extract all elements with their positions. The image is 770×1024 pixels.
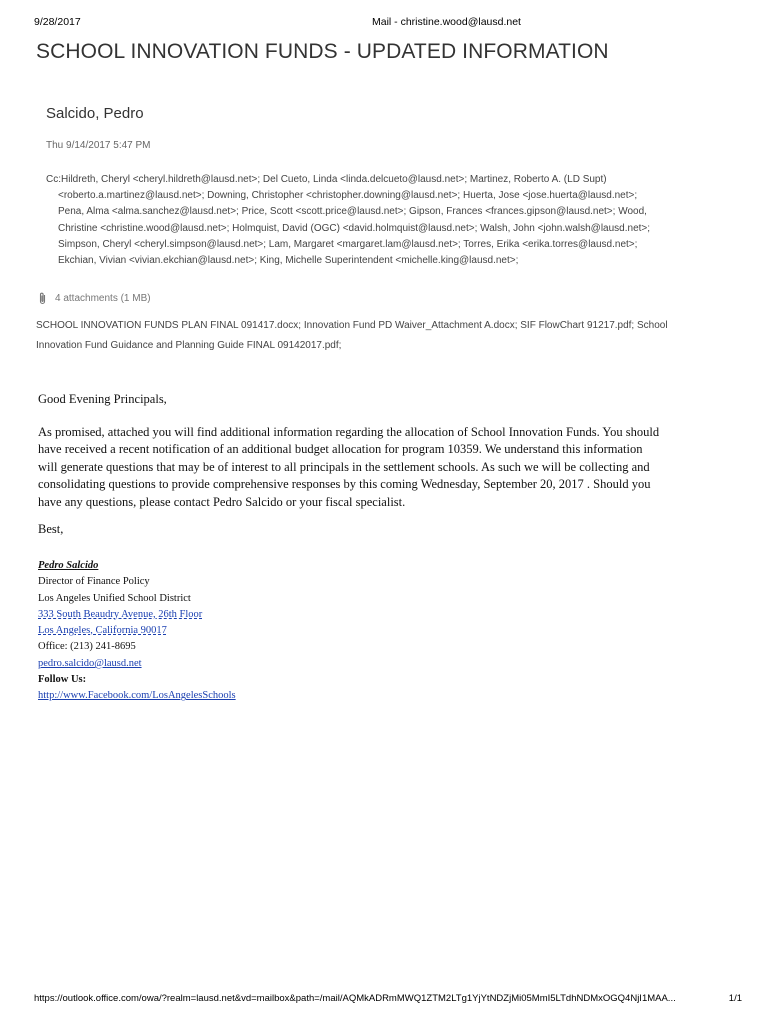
cc-line[interactable]: Pena, Alma <alma.sanchez@lausd.net>; Price, Scott <scott.price@lausd.net>; Gipson, Frances <frances.gipson@lausd.net>; Wood, xyxy=(58,206,647,218)
follow-us-label: Follow Us: xyxy=(38,674,87,686)
footer-url: https://outlook.office.com/owa/?realm=lausd.net&vd=mailbox&path=/mail/AQMkADRmMWQ1ZTM2LTg1YjYtNDZjMi05MmI5LTdhNDMxOGQ4NjI1MAA... xyxy=(34,993,676,1004)
cc-line[interactable]: Christine <christine.wood@lausd.net>; Holmquist, David (OGC) <david.holmquist@lausd.net>; Walsh, John <john.walsh@lausd.net>; xyxy=(58,222,651,234)
address-link-street[interactable]: 333 South Beaudry Avenue, 26th Floor xyxy=(38,608,203,620)
cc-line[interactable]: Cc:Hildreth, Cheryl <cheryl.hildreth@lausd.net>; Del Cueto, Linda <linda.delcueto@lausd.net>; Martinez, Roberto A. (LD Supt) xyxy=(46,174,607,185)
message-body xyxy=(38,424,738,511)
signature-organization: Los Angeles Unified School District xyxy=(38,592,191,604)
print-date: 9/28/2017 xyxy=(34,16,81,28)
body-line: have any questions, please contact Pedro Salcido or your fiscal specialist. xyxy=(38,494,406,509)
body-line: As promised, attached you will find additional information regarding the allocation of School Innovation Funds. You should xyxy=(38,425,660,439)
cc-recipients xyxy=(46,172,706,269)
body-line: have received a recent notification of an additional budget allocation for program 10359. We understand this information xyxy=(38,442,643,457)
attachment-line[interactable]: SCHOOL INNOVATION FUNDS PLAN FINAL 091417.docx; Innovation Fund PD Waiver_Attachment A.docx; SIF FlowChart 91217.pdf; School xyxy=(36,320,668,331)
sent-timestamp: Thu 9/14/2017 5:47 PM xyxy=(46,140,151,151)
print-title: Mail - christine.wood@lausd.net xyxy=(372,16,521,28)
cc-label: Cc: xyxy=(46,174,61,185)
signature-phone: Office: (213) 241-8695 xyxy=(38,641,136,653)
signature-title: Director of Finance Policy xyxy=(38,576,150,588)
body-line: will generate questions that may be of interest to all principals in the settlement schools. As such we will be collecting and xyxy=(38,459,650,474)
signature-name: Pedro Salcido xyxy=(38,560,99,571)
greeting: Good Evening Principals, xyxy=(38,392,167,406)
email-subject: SCHOOL INNOVATION FUNDS - UPDATED INFORMATION xyxy=(36,40,609,63)
print-header xyxy=(34,16,730,32)
email-link[interactable]: pedro.salcido@lausd.net xyxy=(38,657,142,669)
sender-name[interactable]: Salcido, Pedro xyxy=(46,105,144,122)
cc-line[interactable]: Simpson, Cheryl <cheryl.simpson@lausd.net>; Lam, Margaret <margaret.lam@lausd.net>; Torres, Erika <erika.torres@lausd.net>; xyxy=(58,238,638,250)
attachment-line[interactable]: Innovation Fund Guidance and Planning Guide FINAL 09142017.pdf; xyxy=(36,340,342,351)
address-link-city[interactable]: Los Angeles, California 90017 xyxy=(38,625,167,637)
facebook-link[interactable]: http://www.Facebook.com/LosAngelesSchools xyxy=(38,690,236,702)
attachments-summary[interactable] xyxy=(38,292,151,305)
body-line: consolidating questions to provide comprehensive responses by this coming Wednesday, September 20, 2017 . Should you xyxy=(38,477,651,492)
signature-block xyxy=(38,558,236,705)
page-number: 1/1 xyxy=(728,993,742,1004)
print-footer xyxy=(34,993,742,1004)
attachments-count: 4 attachments (1 MB) xyxy=(55,293,151,304)
closing: Best, xyxy=(38,522,64,536)
cc-line[interactable]: <roberto.a.martinez@lausd.net>; Downing, Christopher <christopher.downing@lausd.net>; Huerta, Jose <jose.huerta@lausd.net>; xyxy=(58,190,638,202)
paperclip-icon xyxy=(38,292,47,305)
attachment-list xyxy=(36,316,716,356)
cc-line[interactable]: Ekchian, Vivian <vivian.ekchian@lausd.net>; King, Michelle Superintendent <michelle.king@lausd.net>; xyxy=(58,255,519,267)
